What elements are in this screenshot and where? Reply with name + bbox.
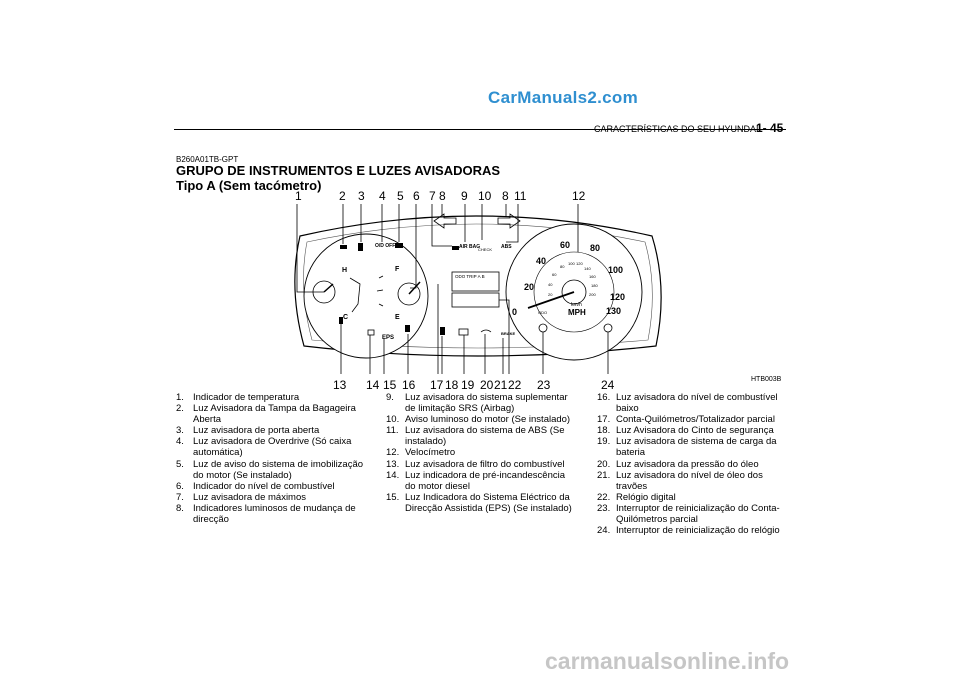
list-item: 7. Luz avisadora de máximos (176, 491, 306, 503)
high-beam-icon (452, 246, 459, 250)
callout-19: 19 (461, 378, 475, 392)
callout-9: 9 (461, 189, 468, 203)
door-open-icon (358, 243, 363, 251)
callout-6: 6 (413, 189, 420, 203)
watermark-bottom: carmanualsonline.info (545, 648, 790, 674)
callout-18: 18 (445, 378, 459, 392)
section-title: GRUPO DE INSTRUMENTOS E LUZES AVISADORAS (176, 163, 501, 178)
brake-label: BRAKE (501, 331, 516, 336)
svg-text:80: 80 (590, 243, 601, 253)
svg-text:40: 40 (536, 256, 547, 266)
list-item: 24. Interruptor de reinicialização do relógio (597, 525, 780, 537)
callout-12: 12 (572, 189, 586, 203)
callout-22: 22 (508, 378, 522, 392)
callout-10: 10 (478, 189, 492, 203)
mph-label: MPH (568, 308, 586, 317)
section-subtitle: Tipo A (Sem tacómetro) (176, 178, 322, 193)
clock-display (452, 293, 499, 307)
callout-3: 3 (358, 189, 365, 203)
svg-text:140: 140 (584, 266, 591, 271)
trunk-open-icon (340, 245, 347, 249)
list-item: 16. Luz avisadora do nível de combustível baixo (597, 392, 778, 415)
temp-hot-label: H (342, 267, 348, 274)
list-item: 14. Luz indicadora de pré-incandescência do motor diesel (386, 469, 566, 492)
kmh-label: km/h (571, 302, 582, 308)
svg-text:0: 0 (512, 307, 518, 317)
list-item: 22. Relógio digital (597, 491, 676, 503)
low-fuel-icon (405, 325, 410, 332)
callout-1: 1 (295, 189, 302, 203)
callout-8a: 8 (439, 189, 446, 203)
legend-column-1 (176, 392, 364, 525)
list-item: 13. Luz avisadora de filtro do combustível (386, 458, 565, 470)
svg-text:60: 60 (560, 240, 571, 250)
abs-label: ABS (501, 244, 512, 250)
list-item: 18. Luz Avisadora do Cinto de segurança (597, 425, 774, 437)
callout-15: 15 (383, 378, 397, 392)
battery-icon (459, 329, 468, 335)
list-item: 23. Interruptor de reinicialização do Conta-Quilómetros parcial (597, 502, 780, 526)
clock-reset-button (604, 324, 612, 332)
list-item: 21. Luz avisadora do nível de óleo dos travões (597, 469, 763, 492)
callout-14: 14 (366, 378, 380, 392)
svg-text:20: 20 (524, 282, 535, 292)
list-item: 9. Luz avisadora do sistema suplementar de limitação SRS (Airbag) (386, 392, 568, 415)
legend-column-2 (386, 392, 576, 514)
callout-8b: 8 (502, 189, 509, 203)
od-off-label: O/D OFF (375, 243, 396, 249)
list-item: 12. Velocímetro (386, 447, 456, 459)
watermark-top: CarManuals2.com (488, 88, 638, 107)
seatbelt-icon (440, 327, 445, 335)
list-item: 4. Luz avisadora de Overdrive (Só caixa automática) (176, 436, 352, 459)
callout-23: 23 (537, 378, 551, 392)
list-item: 3. Luz avisadora de porta aberta (176, 425, 320, 437)
svg-text:60: 60 (552, 272, 557, 277)
legend-column-3 (597, 392, 787, 536)
odo-button-label: ODO (538, 310, 548, 315)
svg-text:100: 100 (568, 261, 575, 266)
section-code: B260A01TB-GPT (176, 155, 239, 164)
fuel-full-label: F (395, 266, 400, 273)
callout-11: 11 (514, 189, 527, 203)
svg-text:100: 100 (608, 265, 624, 275)
page-number: 1- 45 (756, 121, 784, 135)
callout-5: 5 (397, 189, 404, 203)
temp-cold-label: C (343, 314, 349, 321)
instrument-cluster-figure (176, 188, 786, 393)
list-item: 1. Indicador de temperatura (176, 392, 300, 403)
eps-label: EPS (382, 335, 395, 341)
svg-text:40: 40 (548, 282, 553, 287)
check-engine-label: CHECK (478, 247, 493, 252)
callout-20: 20 (480, 378, 494, 392)
svg-text:120: 120 (576, 261, 583, 266)
callout-16: 16 (402, 378, 416, 392)
svg-text:130: 130 (606, 306, 622, 316)
list-item: 11. Luz avisadora do sistema de ABS (Se instalado) (386, 425, 565, 448)
svg-text:200: 200 (589, 292, 596, 297)
callout-4: 4 (379, 189, 386, 203)
callout-17: 17 (430, 378, 444, 392)
svg-text:80: 80 (560, 264, 565, 269)
callout-7: 7 (429, 189, 436, 203)
list-item: 19. Luz avisadora de sistema de carga da bateria (597, 436, 777, 459)
fuel-empty-label: E (395, 314, 400, 321)
svg-text:180: 180 (591, 283, 598, 288)
oil-pressure-icon (481, 330, 491, 332)
chapter-title: CARACTERÍSTICAS DO SEU HYUNDAI (594, 124, 759, 134)
svg-text:ODO TRIP A B: ODO TRIP A B (455, 274, 485, 279)
list-item: 20. Luz avisadora da pressão do óleo (597, 458, 759, 470)
callouts-bottom (333, 378, 615, 392)
list-item: 2. Luz Avisadora da Tampa da Bagageira Aberta (176, 403, 356, 426)
svg-text:160: 160 (589, 274, 596, 279)
callout-24: 24 (601, 378, 615, 392)
callout-2: 2 (339, 189, 346, 203)
immobilizer-icon (395, 243, 403, 248)
airbag-label: AIR BAG (459, 244, 481, 250)
list-item: 17. Conta-Quilómetros/Totalizador parcial (597, 414, 775, 426)
callouts-top (295, 189, 586, 203)
list-item: 5. Luz de aviso do sistema de imobilização do motor (Se instalado) (176, 458, 364, 481)
list-item: 15. Luz Indicadora do Sistema Eléctrico da Direcção Assistida (EPS) (Se instalado) (386, 491, 572, 514)
callout-13: 13 (333, 378, 347, 392)
list-item: 8. Indicadores luminosos de mudança de direcção (176, 502, 356, 526)
trip-reset-button (539, 324, 547, 332)
list-item: 6. Indicador do nível de combustível (176, 480, 335, 492)
callout-21: 21 (494, 378, 508, 392)
svg-text:20: 20 (548, 292, 553, 297)
list-item: 10. Aviso luminoso do motor (Se instalado) (386, 414, 571, 426)
figure-code: HTB003B (751, 376, 782, 383)
svg-text:120: 120 (610, 292, 626, 302)
